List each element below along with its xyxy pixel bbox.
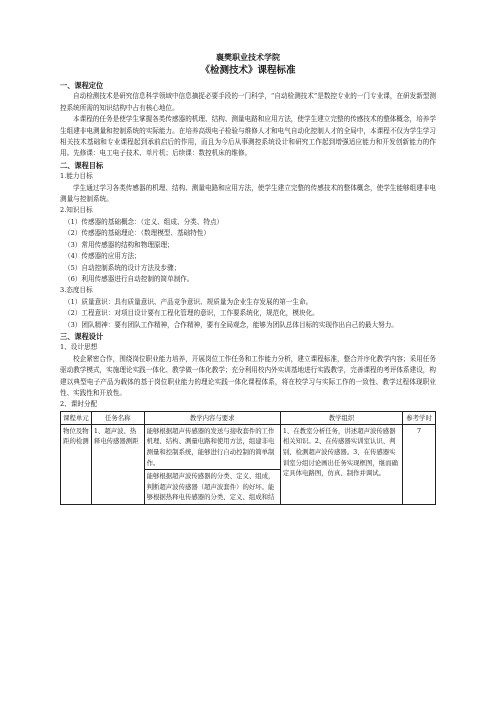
cell-hours: 7 bbox=[403, 424, 436, 504]
school-name: 襄樊职业技术学院 bbox=[216, 53, 280, 62]
header-task: 任务名称 bbox=[91, 411, 144, 424]
knowledge-goal-title: 2.知识目标 bbox=[60, 206, 93, 215]
header-hours: 参考学时 bbox=[403, 411, 436, 424]
cell-organization: 1、在教室分析任务，讲述超声波传感器相关知识。2、在传感器实训室认识、判别、检测超声波传感器。3、在传感器实训室分组讨论画出任务实现框图，继而确定具体电路图，仿真、制作并调试。 bbox=[280, 424, 402, 504]
ability-goal-text: 学生通过学习各类传感器的机理、结构、测量电路和应用方法，使学生建立完整的传感技术的整体概念，使学生能够组建非电测量与控制系统。 bbox=[60, 183, 436, 204]
header-organization: 教学组织 bbox=[280, 411, 402, 424]
header-content: 教学内容与要求 bbox=[144, 411, 280, 424]
attitude-item: （3）团队精神：要有团队工作精神，合作精神，要有全局观念，能够为团队总体目标的实现作出自己的最大努力。 bbox=[64, 320, 398, 329]
ability-goal-title: 1.能力目标 bbox=[60, 172, 93, 181]
document-page bbox=[60, 52, 436, 505]
header-unit: 课程单元 bbox=[61, 411, 92, 424]
document-title: 《检测技术》课程标准 bbox=[200, 65, 296, 76]
attitude-item: （1）质量意识：具有质量意识、产品竞争意识、规质量为企业生存发展的第一生命。 bbox=[64, 297, 313, 306]
hours-allocation-table bbox=[60, 411, 436, 505]
knowledge-item: （3）常用传感器的结构和物理原理； bbox=[64, 240, 174, 249]
knowledge-item: （1）传感器的基础概念：（定义、组成、分类、特点） bbox=[64, 217, 224, 226]
section-3-heading: 三、课程设计 bbox=[60, 331, 104, 341]
cell-content: 能够根据超声传感器的发送与接收套件的工作机理、结构、测量电路和使用方法，组建非电测量和控制系统，能够进行自动控制的简单制作。 bbox=[144, 424, 280, 469]
design-idea-title: 1、设计思想 bbox=[60, 343, 98, 352]
table-header-row bbox=[61, 411, 436, 424]
section-1-paragraph-2: 本课程的任务是使学生掌握各类传感器的机理、结构、测量电路和应用方法，使学生建立完整的传感技术的整体概念，培养学生组建非电测量和控制系统的实际能力。在培养高级电子检验与维修人才和电气自动化控制人才的全局中，本课程不仅为学生学习相关技术基础和专业课程起到承前启后的作用，而且为今后从事测控系统设计和研究工作起到增强适应能力和开发创新能力的作用。先修课：电工电子技术、单片机；后续课：数控机床的维修。 bbox=[60, 115, 436, 158]
section-1-paragraph-1: 自动检测技术是研究信息科学领域中信息摘捉必要手段的一门科学，“自动检测技术”是数控专业的一门专业课，在研发新型测控系统所需的知识结构中占有核心地位。 bbox=[60, 92, 436, 112]
attitude-item: （2）工程意识：对项目设计要有工程化管理的意识，工作要系统化，规范化，模块化。 bbox=[64, 309, 319, 318]
knowledge-item: （2）传感器的基础理论：（数理模型、基础特性） bbox=[64, 229, 210, 238]
cell-task: 1、超声波、热释电传感器测距 bbox=[91, 424, 144, 504]
hours-allocation-title: 2、课时分配 bbox=[60, 400, 98, 409]
cell-unit: 物位及物距的检测 bbox=[61, 424, 92, 504]
design-idea-text: 校企紧密合作，围绕岗位职业能力培养，开展岗位工作任务和工作能力分析，建立课程标准，整合并序化教学内容；采用任务驱动教学模式，实施理论实践一体化、教学做一体化教学；充分利用校内外实训基地进行实践教学，完善课程的考评体系建设，构建以典型电子产品为载体的基于岗位职业能力的理论实践一体化课程体系，将在校学习与实际工作的一致性、教学过程体现职业性、实践性和开放性。 bbox=[60, 354, 436, 397]
knowledge-item: （6）利用传感器进行自动控制的简单制作。 bbox=[64, 274, 194, 283]
table-row bbox=[61, 424, 436, 469]
cell-content: 能够根据超声波传感器的分类、定义、组成，判断超声波传感器（超声波套件）的好坏。能够根据热释电传感器的分类、定义、组成和结 bbox=[144, 470, 280, 505]
section-1-heading: 一、课程定位 bbox=[60, 81, 104, 90]
section-2-heading: 二、课程目标 bbox=[60, 160, 104, 170]
attitude-goal-title: 3.态度目标 bbox=[60, 286, 93, 295]
knowledge-item: （5）自动控制系统的设计方法及步骤； bbox=[64, 263, 181, 272]
knowledge-item: （4）传感器的应用方法； bbox=[64, 252, 141, 261]
